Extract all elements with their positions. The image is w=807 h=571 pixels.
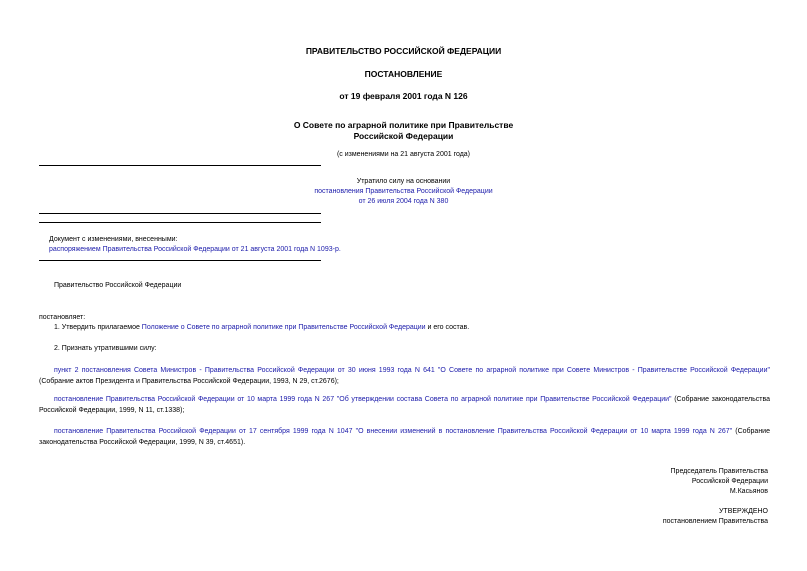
item-1-prefix: 1. Утвердить прилагаемое bbox=[54, 324, 142, 331]
changes-link[interactable]: распоряжением Правительства Российской Федерации от 21 августа 2001 года N 1093-р. bbox=[49, 246, 341, 253]
signature-line1: Председатель Правительства bbox=[670, 468, 768, 475]
changes-label: Документ с изменениями, внесенными: bbox=[49, 236, 178, 243]
repeal-text-1: (Собрание актов Президента и Правительства Российской Федерации, 1993, N 29, ст.2676); bbox=[39, 378, 339, 385]
item-1 bbox=[54, 324, 469, 331]
amendments-note: (с изменениями на 21 августа 2001 года) bbox=[336, 151, 471, 158]
divider-2 bbox=[39, 213, 321, 214]
item-1-link[interactable]: Положение о Совете по аграрной политике при Правительстве Российской Федерации bbox=[141, 324, 426, 331]
repeal-link-2[interactable]: постановление Правительства Российской Федерации от 10 марта 1999 года N 267 "Об утверждении состава Совета по аграрной политике при Правительстве Российской Федерации" bbox=[54, 396, 672, 403]
repeal-paragraph-3 bbox=[39, 426, 770, 448]
doc-title-line2: Российской Федерации bbox=[353, 131, 454, 141]
divider-1 bbox=[39, 165, 321, 166]
decides-text: постановляет: bbox=[39, 314, 86, 321]
expired-link-line2[interactable]: постановления Правительства Российской Федерации bbox=[314, 188, 493, 195]
repeal-text-3: (Собрание законодательства Российской Федерации, 1999, N 39, ст.4651). bbox=[39, 428, 770, 446]
approved-label: УТВЕРЖДЕНО bbox=[718, 508, 768, 515]
doc-title-line1: О Совете по аграрной политике при Правительстве bbox=[293, 120, 514, 130]
expired-line1: Утратило силу на основании bbox=[356, 178, 451, 185]
approved-by: постановлением Правительства bbox=[662, 518, 768, 525]
doc-date-number: от 19 февраля 2001 года N 126 bbox=[339, 91, 468, 101]
doc-type: ПОСТАНОВЛЕНИЕ bbox=[364, 69, 443, 79]
divider-4 bbox=[39, 260, 321, 261]
divider-3 bbox=[39, 222, 321, 223]
issuer-text: Правительство Российской Федерации bbox=[54, 282, 182, 289]
item-2: 2. Признать утратившими силу: bbox=[54, 345, 157, 352]
expired-link-line3[interactable]: от 26 июля 2004 года N 380 bbox=[358, 198, 449, 205]
repeal-link-3[interactable]: постановление Правительства Российской Федерации от 17 сентября 1999 года N 1047 "О внесении изменений в постановление Правительства Российской Федерации от 10 марта 1999 года N 267" bbox=[54, 428, 733, 435]
repeal-link-1[interactable]: пункт 2 постановления Совета Министров - Правительства Российской Федерации от 30 июня 1993 года N 641 "О Совете по аграрной политике при Совете Министров - Правительстве Российской Федерации" bbox=[54, 367, 770, 374]
repeal-paragraph-1 bbox=[39, 365, 770, 387]
org-title: ПРАВИТЕЛЬСТВО РОССИЙСКОЙ ФЕДЕРАЦИИ bbox=[305, 46, 502, 56]
signature-name: М.Касьянов bbox=[729, 488, 768, 495]
repeal-text-2: (Собрание законодательства Российской Федерации, 1999, N 11, ст.1338); bbox=[39, 396, 770, 414]
signature-line2: Российской Федерации bbox=[691, 478, 768, 485]
repeal-paragraph-2 bbox=[39, 394, 770, 416]
item-1-suffix: и его состав. bbox=[425, 324, 470, 331]
